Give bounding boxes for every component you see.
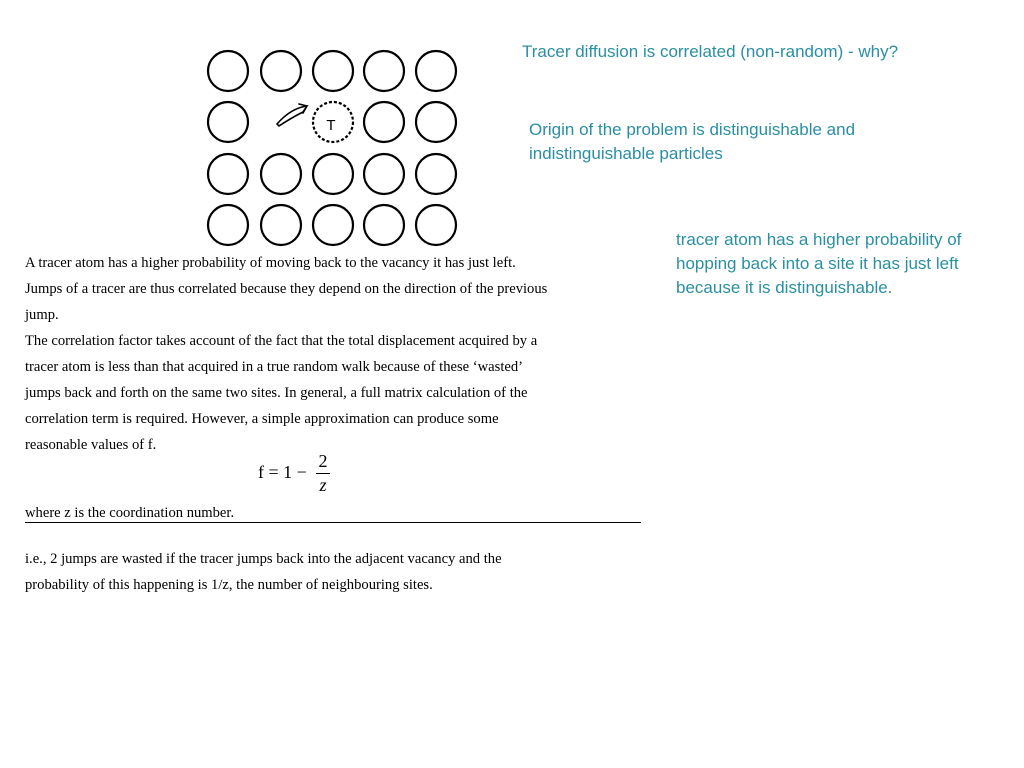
formula-fraction [316, 450, 330, 495]
lattice-atom [208, 51, 248, 91]
origin-note: Origin of the problem is distinguishable and indistinguishable particles [529, 120, 856, 163]
lattice-atom [416, 102, 456, 142]
tracer-label: T [326, 117, 336, 134]
lattice-atom [313, 205, 353, 245]
body-line: Jumps of a tracer are thus correlated because they depend on the direction of the previous [25, 281, 548, 297]
lattice-atom [364, 154, 404, 194]
lattice-atom [313, 154, 353, 194]
correlation-formula [258, 450, 348, 500]
explanation-line: i.e., 2 jumps are wasted if the tracer jumps back into the adjacent vacancy and the [25, 551, 502, 567]
explanation-line: probability of this happening is 1/z, the number of neighbouring sites. [25, 577, 433, 593]
lattice-atom [416, 51, 456, 91]
coordination-line: where z is the coordination number. [25, 505, 235, 521]
body-line: reasonable values of f. [25, 437, 157, 453]
jump-arrow-icon [277, 104, 307, 126]
slide-title: Tracer diffusion is correlated (non-random) - why? [522, 42, 899, 61]
lattice-atom [364, 102, 404, 142]
formula-lhs: f = 1 − [258, 462, 307, 482]
lattice-atom [261, 154, 301, 194]
explanation-paragraph [25, 546, 650, 598]
body-line: correlation term is required. However, a simple approximation can produce some [25, 411, 499, 427]
lattice-atom [208, 154, 248, 194]
body-line: tracer atom is less than that acquired in a true random walk because of these ‘wasted’ [25, 359, 524, 375]
lattice-atom [208, 205, 248, 245]
lattice-atom [416, 205, 456, 245]
body-line: jump. [25, 307, 59, 323]
body-line: A tracer atom has a higher probability of moving back to the vacancy it has just left. [25, 255, 516, 271]
lattice-atom [261, 51, 301, 91]
formula-numerator: 2 [318, 451, 328, 471]
lattice-atom [313, 51, 353, 91]
lattice-atom [208, 102, 248, 142]
divider [25, 522, 641, 523]
lattice-atom [261, 205, 301, 245]
formula-denominator: z [319, 475, 327, 495]
lattice-atom [364, 51, 404, 91]
body-paragraph [25, 250, 650, 458]
fraction-bar [316, 473, 330, 474]
lattice-atom [416, 154, 456, 194]
lattice-atom [364, 205, 404, 245]
tracer-note: tracer atom has a higher probability of hopping back into a site it has just left because it is distinguishable. [676, 230, 962, 297]
body-line: The correlation factor takes account of the fact that the total displacement acquired by a [25, 333, 538, 349]
lattice-diagram [203, 46, 463, 250]
body-line: jumps back and forth on the same two sites. In general, a full matrix calculation of the [25, 385, 528, 401]
